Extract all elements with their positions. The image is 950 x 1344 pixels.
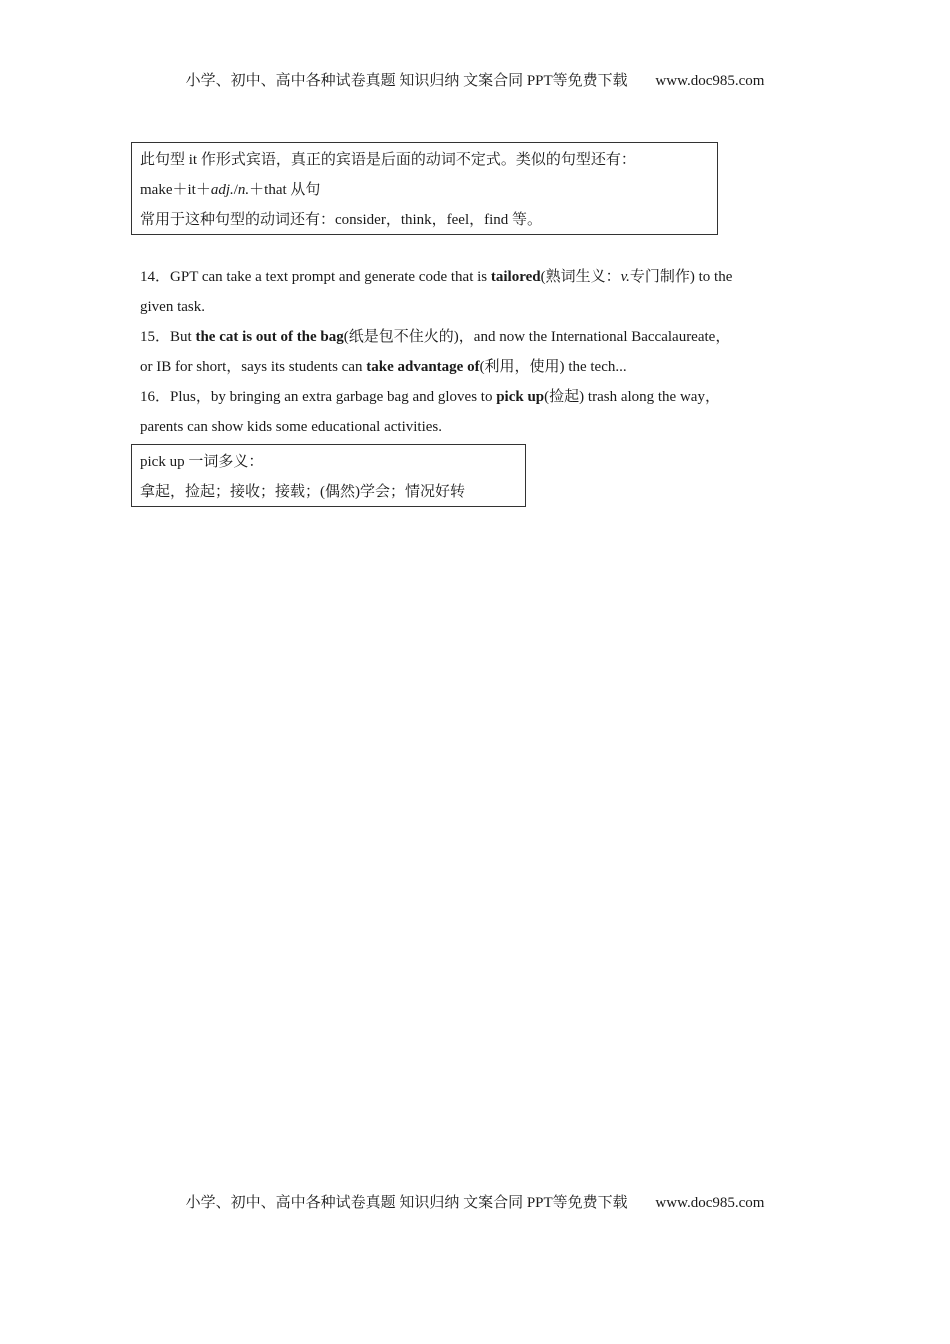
page-footer [0, 1191, 950, 1212]
footer-url[interactable]: www.doc985.com [655, 1195, 765, 1211]
sentence-list [140, 262, 820, 442]
header-url[interactable]: www.doc985.com [655, 73, 765, 89]
note-line-1: 此句型 it 作形式宾语，真正的宾语是后面的动词不定式。类似的句型还有： [140, 152, 636, 168]
pick-up-meanings-box [131, 444, 526, 507]
keyword-take-advantage-of: take advantage of [366, 359, 480, 375]
sentence-16: 16．Plus，by bringing an extra garbage bag and gloves to pick up(捡起) trash along the way， parents can show kids some educational activities. [140, 389, 720, 435]
grammar-note-box [131, 142, 718, 235]
note-line-2: make＋it＋adj./n.＋that 从句 [140, 182, 321, 198]
keyword-tailored: tailored [490, 269, 541, 285]
page-header [0, 69, 950, 90]
footer-text: 小学、初中、高中各种试卷真题 知识归纳 文案合同 PPT等免费下载 [185, 1195, 628, 1211]
keyword-pick-up: pick up [496, 389, 545, 405]
keyword-cat-out-of-bag: the cat is out of the bag [195, 329, 344, 345]
note-line-3: 常用于这种句型的动词还有：consider，think，feel，find 等。 [140, 212, 543, 228]
sentence-15: 15．But the cat is out of the bag(纸是包不住火的)，and now the International Baccalaureate， or IB for short，says its students can take advantage of(利用，使用) the tech... [140, 329, 731, 375]
meanings-title: pick up 一词多义： [140, 454, 264, 470]
sentence-14: 14．GPT can take a text prompt and generate code that is tailored(熟词生义：v.专门制作) to the given task. [140, 269, 733, 315]
header-text: 小学、初中、高中各种试卷真题 知识归纳 文案合同 PPT等免费下载 [185, 73, 628, 89]
meanings-list: 拿起，捡起；接收；接载；(偶然)学会；情况好转 [140, 484, 465, 500]
